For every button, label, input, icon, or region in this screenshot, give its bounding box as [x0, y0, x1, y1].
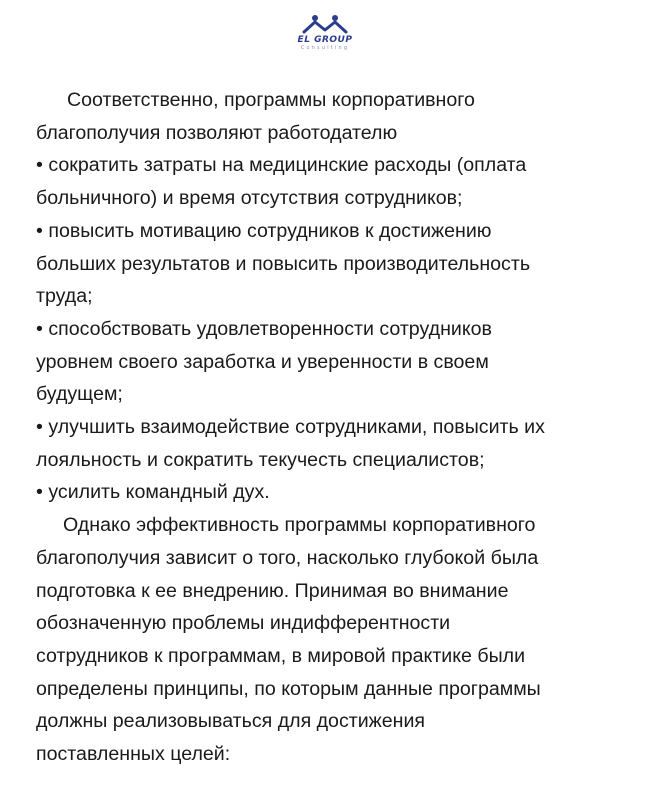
- bullet-marker: •: [36, 154, 43, 177]
- benefits-list: [36, 149, 636, 509]
- paragraph-line: поставленных целей:: [36, 743, 231, 766]
- bullet-marker: •: [36, 416, 43, 439]
- list-item: [36, 149, 636, 214]
- bullet-marker: •: [36, 219, 43, 242]
- list-item-text: лояльность и сократить текучесть специалистов;: [36, 448, 485, 471]
- bullet-line: [36, 476, 636, 509]
- logo-subtitle: Consulting: [300, 45, 350, 51]
- bullet-marker: •: [36, 317, 43, 340]
- bullet-marker: •: [36, 481, 43, 504]
- bullet-line: [36, 313, 636, 346]
- two-figures-logo-icon: [302, 14, 348, 34]
- paragraph-line: Однако эффективность программы корпоративного: [63, 514, 536, 537]
- intro-paragraph: [36, 84, 636, 149]
- closing-paragraph: [36, 509, 636, 771]
- list-item-text: больших результатов и повысить производительность: [36, 252, 531, 275]
- bullet-line: [36, 149, 636, 182]
- list-item-text: уровнем своего заработка и уверенности в своем: [36, 350, 489, 373]
- list-item-text: больничного) и время отсутствия сотрудников;: [36, 187, 463, 210]
- paragraph-line: обозначенную проблемы индифферентности: [36, 612, 451, 635]
- list-item-text: способствовать удовлетворенности сотрудников: [48, 317, 492, 340]
- paragraph-line: благополучия зависит о того, насколько глубокой была: [36, 546, 539, 569]
- list-item-text: будущем;: [36, 383, 123, 406]
- list-item: [36, 476, 636, 509]
- bullet-line: [36, 215, 636, 248]
- list-item: [36, 411, 636, 476]
- list-item-text: улучшить взаимодействие сотрудниками, повысить их: [48, 416, 545, 439]
- paragraph-line: благополучия позволяют работодателю: [36, 121, 398, 144]
- paragraph-line: сотрудников к программам, в мировой практике были: [36, 644, 526, 667]
- list-item: [36, 215, 636, 313]
- paragraph-line: подготовка к ее внедрению. Принимая во внимание: [36, 579, 509, 602]
- list-item: [36, 313, 636, 411]
- paragraph-line: должны реализовываться для достижения: [36, 710, 426, 733]
- company-logo: [280, 14, 370, 64]
- list-item-text: повысить мотивацию сотрудников к достижению: [48, 219, 492, 242]
- logo-name: EL GROUP: [297, 35, 353, 45]
- list-item-text: труда;: [36, 285, 93, 308]
- paragraph-line: Соответственно, программы корпоративного: [67, 89, 475, 111]
- list-item-text: сократить затраты на медицинские расходы (оплата: [48, 154, 527, 177]
- paragraph-line: определены принципы, по которым данные программы: [36, 677, 541, 700]
- document-body: [36, 84, 636, 771]
- bullet-line: [36, 411, 636, 444]
- list-item-text: усилить командный дух.: [48, 481, 270, 504]
